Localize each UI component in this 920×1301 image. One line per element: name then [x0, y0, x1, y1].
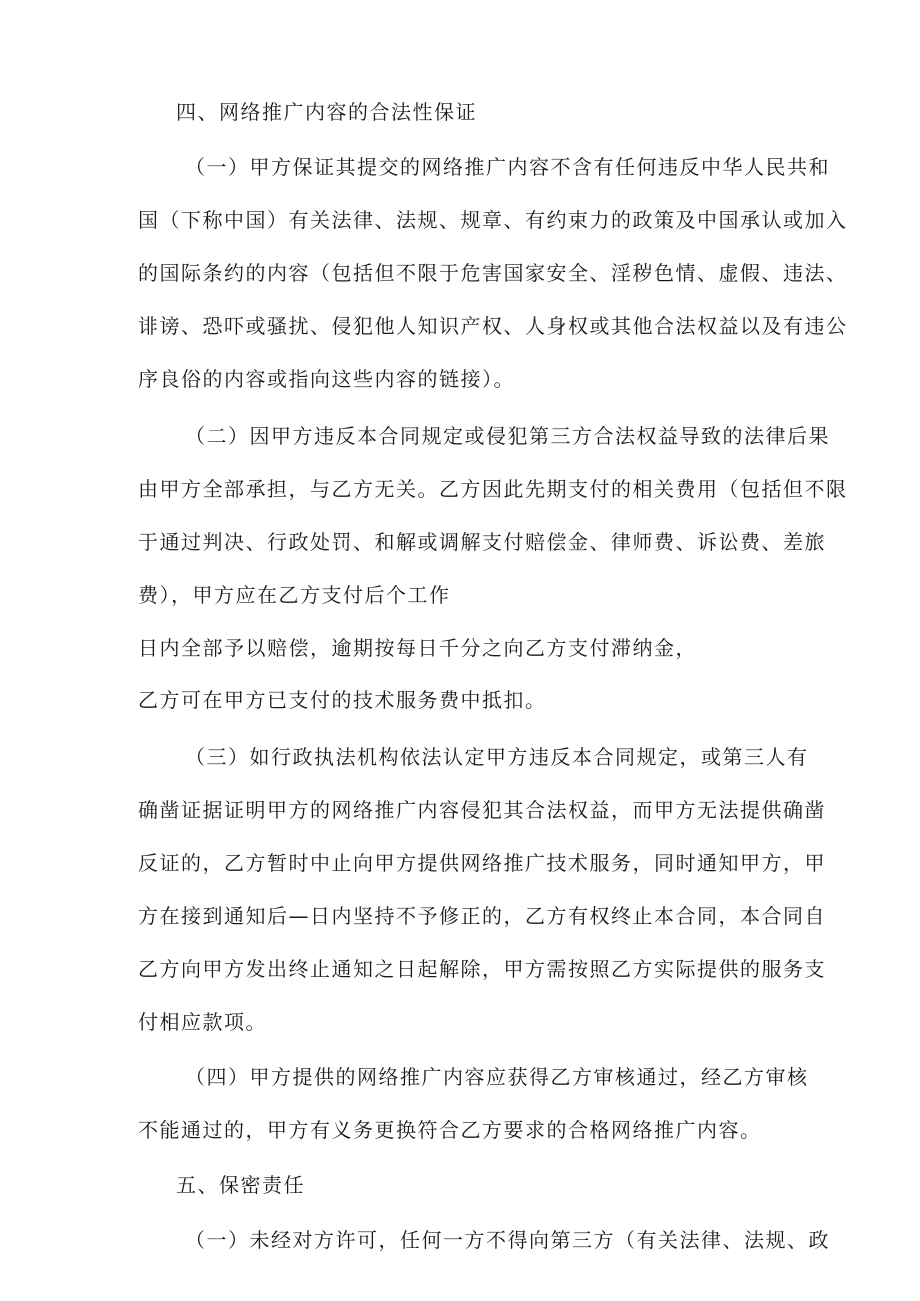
paragraph-line: 乙方可在甲方已支付的技术服务费中抵扣。 [138, 688, 547, 712]
paragraph-line: 日内全部予以赔偿，逾期按每日千分之向乙方支付滞纳金， [138, 636, 697, 660]
paragraph-line: （四）甲方提供的网络推广内容应获得乙方审核通过，经乙方审核 [185, 1065, 809, 1089]
paragraph-line: 乙方向甲方发出终止通知之日起解除，甲方需按照乙方实际提供的服务支 [138, 957, 826, 981]
paragraph-line: （一）甲方保证其提交的网络推广内容不含有任何违反中华人民共和 [185, 155, 830, 179]
paragraph-line: 不能通过的，甲方有义务更换符合乙方要求的合格网络推广内容。 [138, 1118, 762, 1142]
section-heading: 四、网络推广内容的合法性保证 [176, 100, 477, 124]
paragraph-line: 国（下称中国）有关法律、法规、规章、有约束力的政策及中国承认或加入 [138, 208, 848, 232]
paragraph-line: 反证的，乙方暂时中止向甲方提供网络推广技术服务，同时通知甲方，甲 [138, 851, 826, 875]
paragraph-line: 付相应款项。 [138, 1010, 267, 1034]
paragraph-line: 序良俗的内容或指向这些内容的链接）。 [138, 367, 515, 391]
paragraph-line: 由甲方全部承担，与乙方无关。乙方因此先期支付的相关费用（包括但不限 [138, 477, 848, 501]
paragraph-line: 于通过判决、行政处罚、和解或调解支付赔偿金、律师费、诉讼费、差旅 [138, 530, 826, 554]
section-heading: 五、保密责任 [176, 1173, 305, 1197]
paragraph-line: 方在接到通知后—日内坚持不予修正的，乙方有权终止本合同，本合同自 [138, 904, 826, 928]
paragraph-line: 确凿证据证明甲方的网络推广内容侵犯其合法权益，而甲方无法提供确凿 [138, 798, 826, 822]
paragraph-line: （一）未经对方许可，任何一方不得向第三方（有关法律、法规、政 [185, 1228, 830, 1252]
paragraph-line: （二）因甲方违反本合同规定或侵犯第三方合法权益导致的法律后果 [185, 424, 830, 448]
paragraph-line: 诽谤、恐吓或骚扰、侵犯他人知识产权、人身权或其他合法权益以及有违公 [138, 314, 848, 338]
paragraph-line: 的国际条约的内容（包括但不限于危害国家安全、淫秽色情、虚假、违法、 [138, 261, 848, 285]
paragraph-line: （三）如行政执法机构依法认定甲方违反本合同规定，或第三人有 [185, 745, 809, 769]
paragraph-line: 费），甲方应在乙方支付后个工作 [138, 583, 451, 607]
